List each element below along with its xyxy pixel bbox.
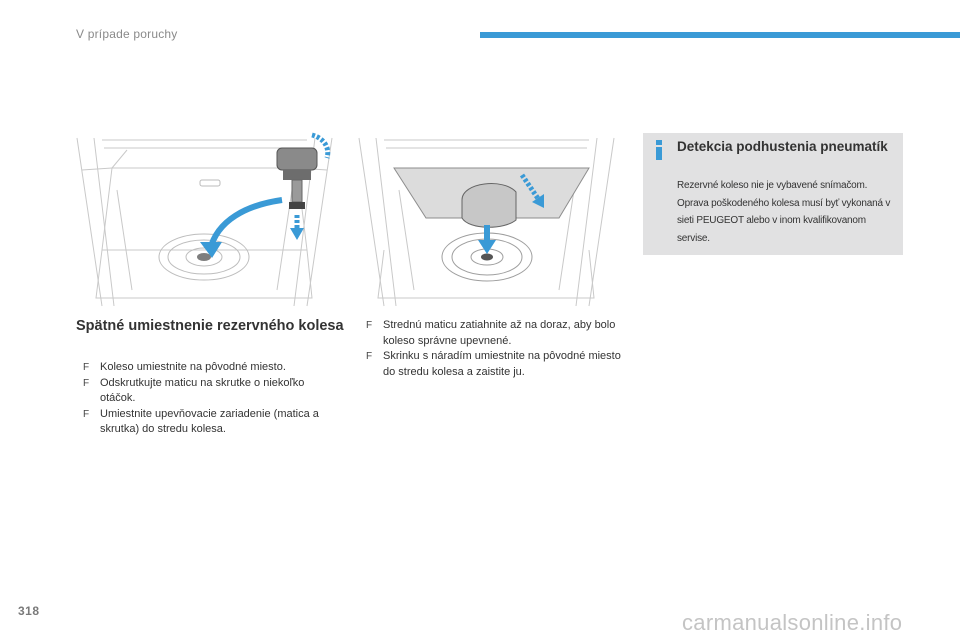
list-item: F Strednú maticu zatiahnite až na doraz, aby bolo koleso správne upevnené.: [366, 319, 616, 347]
info-text: Rezervné koleso nie je vybavené snímačom. Oprava poškodeného kolesa musí byť vykonaná v sieti PEUGEOT alebo v inom kvalifikovanom servise.: [677, 180, 891, 244]
info-icon: [654, 140, 664, 160]
steps-list-1: [78, 360, 340, 438]
spare-wheel-illustration: [72, 130, 337, 308]
bullet-marker: F: [83, 362, 90, 373]
chapter-accent-bar: [480, 32, 960, 38]
bullet-marker: F: [366, 320, 373, 331]
info-title: Detekcia podhustenia pneumatík: [677, 139, 888, 154]
list-item: F Umiestnite upevňovacie zariadenie (matica a skrutka) do stredu kolesa.: [83, 407, 319, 435]
bullet-marker: F: [83, 377, 90, 389]
page-number: 318: [18, 604, 40, 618]
list-item: F Odskrutkujte maticu na skrutke o niekoľko otáčok.: [83, 376, 305, 404]
watermark: carmanualsonline.info: [682, 610, 903, 635]
bullet-marker: F: [366, 351, 373, 362]
list-item: F Skrinku s náradím umiestnite na pôvodné miesto do stredu kolesa a zaistite ju.: [366, 350, 621, 378]
section-title: Spätné umiestnenie rezervného kolesa: [76, 318, 344, 334]
bullet-marker: F: [83, 408, 90, 420]
chapter-title: V prípade poruchy: [76, 27, 178, 41]
list-item: F Koleso umiestnite na pôvodné miesto.: [78, 360, 340, 376]
toolbox-illustration: [354, 130, 619, 308]
steps-list-2: [361, 318, 625, 380]
